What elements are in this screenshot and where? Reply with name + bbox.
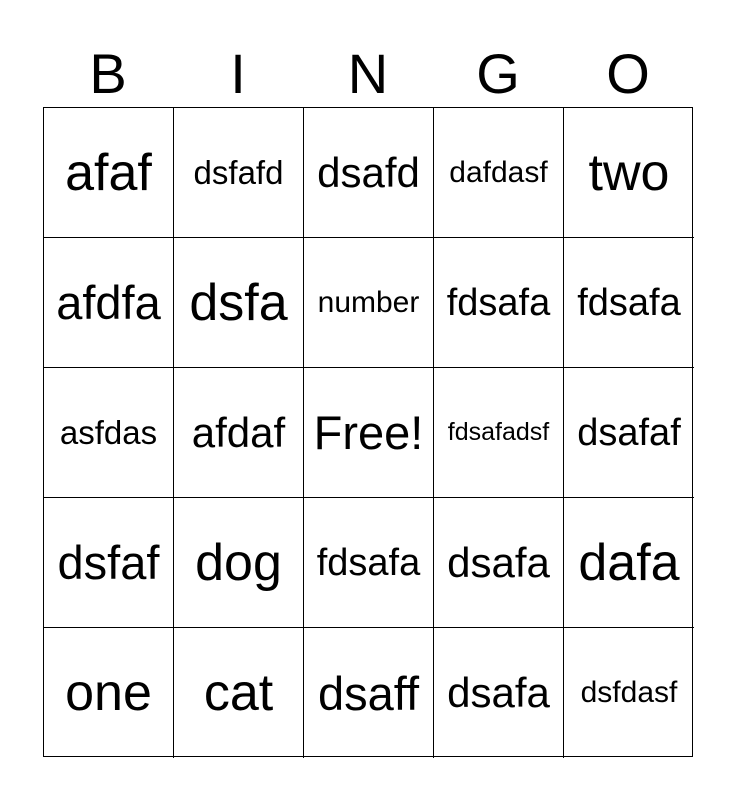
bingo-cell: fdsafa	[564, 238, 694, 368]
bingo-cell: dog	[174, 498, 304, 628]
bingo-board	[43, 107, 693, 757]
bingo-cell: two	[564, 108, 694, 238]
bingo-cell: dsfdasf	[580, 676, 678, 709]
bingo-cell: one	[44, 628, 174, 758]
header-letter-n: N	[347, 42, 389, 105]
bingo-cell: dsafd	[304, 108, 434, 238]
bingo-cell: cat	[174, 628, 304, 758]
header-letter-i: I	[230, 42, 246, 105]
bingo-cell: afaf	[44, 108, 174, 238]
header-letter-g: G	[476, 42, 520, 105]
header-letter-b: B	[89, 42, 127, 105]
bingo-cell: dsfaf	[44, 498, 174, 628]
bingo-cell: afdaf	[174, 368, 304, 498]
bingo-cell-free: Free!	[304, 368, 434, 498]
bingo-cell: dsaff	[304, 628, 434, 758]
bingo-header	[43, 40, 693, 108]
bingo-cell: fdsafa	[434, 238, 564, 368]
bingo-cell: dsafa	[434, 628, 564, 758]
bingo-cell: asfdas	[44, 368, 174, 498]
bingo-cell: dsafa	[434, 498, 564, 628]
bingo-cell: dsfa	[174, 238, 304, 368]
header-letter-o: O	[606, 42, 650, 105]
bingo-cell: number	[304, 238, 434, 368]
bingo-cell: afdfa	[44, 238, 174, 368]
bingo-cell: dafdasf	[434, 108, 564, 238]
bingo-cell: dsfafd	[174, 108, 304, 238]
bingo-cell: dafa	[564, 498, 694, 628]
bingo-cell: fdsafa	[304, 498, 434, 628]
bingo-cell: dsafaf	[564, 368, 694, 498]
bingo-cell: fdsafadsf	[434, 368, 564, 498]
